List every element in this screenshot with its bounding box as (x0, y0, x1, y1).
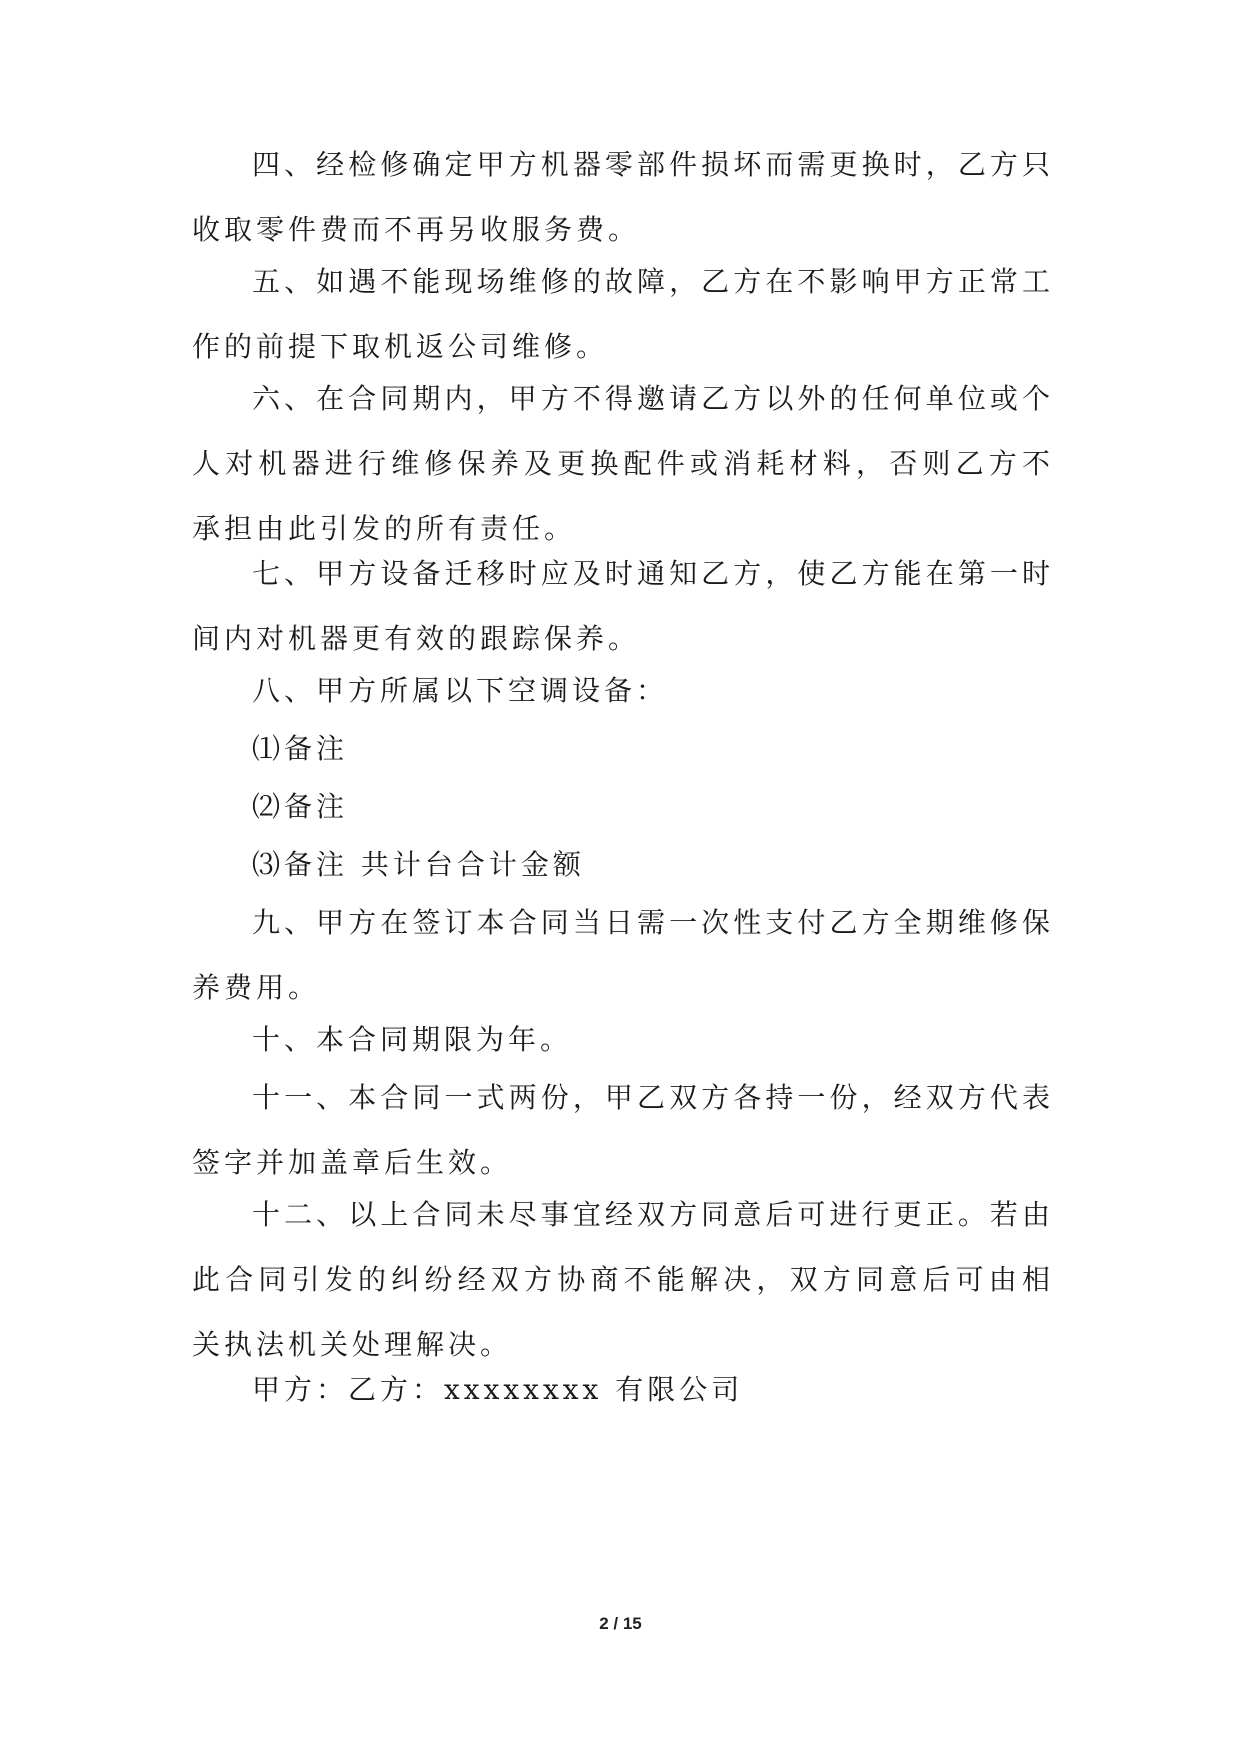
clause-12: 十二、以上合同未尽事宜经双方同意后可进行更正。若由此合同引发的纠纷经双方协商不能解决，双方同意后可由相关执法机关处理解决。 (192, 1198, 1054, 1361)
clause-10: 十、本合同期限为年。 (252, 1023, 573, 1056)
clause-11: 十一、本合同一式两份，甲乙双方各持一份，经双方代表签字并加盖章后生效。 (192, 1081, 1054, 1179)
signature-line: 甲方：乙方：xxxxxxxx 有限公司 (252, 1373, 744, 1406)
page-number: 2 / 15 (599, 1614, 642, 1633)
clause-8: 八、甲方所属以下空调设备： (252, 674, 669, 707)
equipment-item-3: ⑶备注 共计台合计金额 (252, 848, 585, 881)
equipment-item-2: ⑵备注 (252, 790, 349, 823)
clause-5: 五、如遇不能现场维修的故障，乙方在不影响甲方正常工作的前提下取机返公司维修。 (192, 265, 1054, 363)
clause-9: 九、甲方在签订本合同当日需一次性支付乙方全期维修保养费用。 (192, 906, 1054, 1004)
clause-7: 七、甲方设备迁移时应及时通知乙方，使乙方能在第一时间内对机器更有效的跟踪保养。 (192, 557, 1054, 655)
clause-4: 四、经检修确定甲方机器零部件损坏而需更换时，乙方只收取零件费而不再另收服务费。 (192, 148, 1054, 246)
equipment-item-1: ⑴备注 (252, 732, 349, 765)
clause-6: 六、在合同期内，甲方不得邀请乙方以外的任何单位或个人对机器进行维修保养及更换配件或消耗材料，否则乙方不承担由此引发的所有责任。 (192, 382, 1054, 545)
